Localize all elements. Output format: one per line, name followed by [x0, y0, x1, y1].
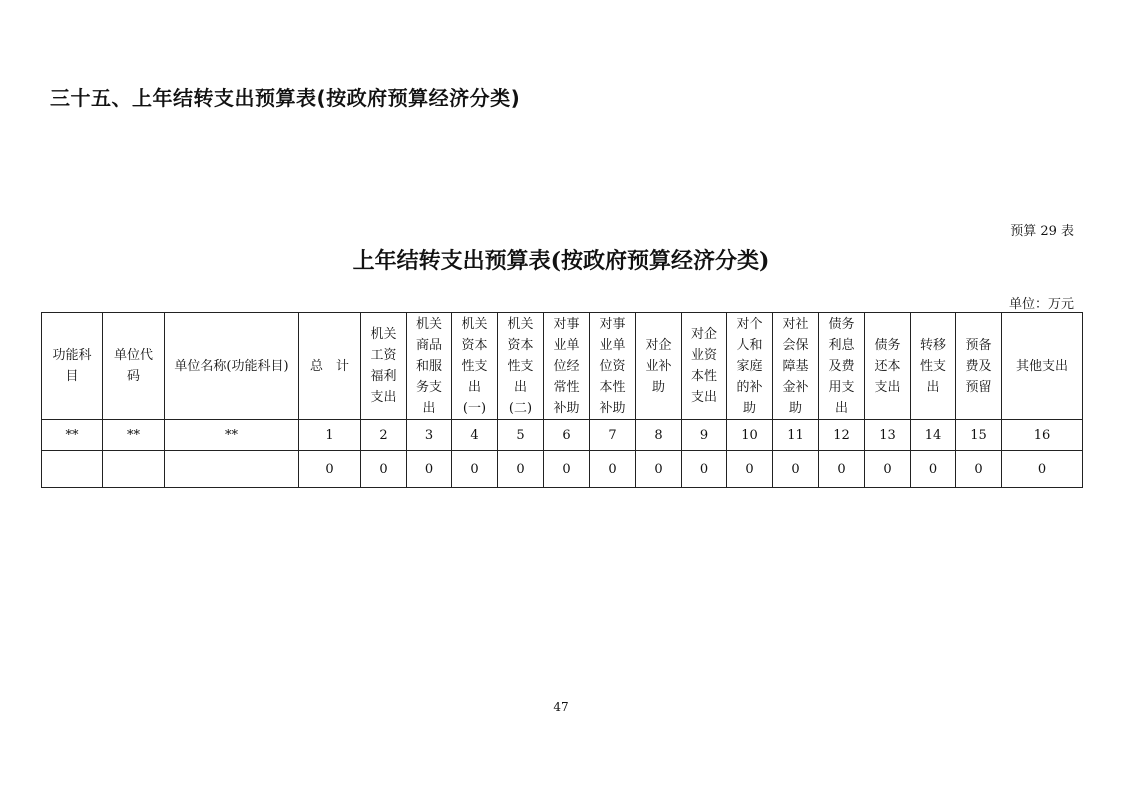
column-header-line: 业单	[553, 337, 580, 353]
column-header-c14	[911, 313, 956, 420]
column-code-cell: 16	[1002, 420, 1083, 451]
column-header-line: 机关	[370, 327, 397, 342]
table-cell: 0	[299, 451, 361, 488]
unit-label: 单位：万元	[1008, 297, 1074, 312]
table-cell: 0	[773, 451, 819, 488]
column-header-c16	[1002, 313, 1083, 420]
table-cell: 0	[544, 451, 590, 488]
table-cell	[42, 451, 103, 488]
column-header-line: 对社	[782, 316, 809, 332]
column-header-line: 金补	[782, 379, 809, 395]
column-header-line: 补助	[553, 400, 580, 416]
column-header-line: 预留	[965, 379, 992, 395]
column-header-line: 福利	[370, 369, 397, 384]
column-header-line: 本性	[599, 379, 626, 395]
column-header-line: 人和	[736, 337, 763, 353]
column-header-line: 债务	[828, 316, 855, 332]
column-code-cell: **	[103, 420, 165, 451]
column-header-line: 性支	[507, 358, 534, 374]
table-cell: 0	[727, 451, 773, 488]
table-cell: 0	[407, 451, 452, 488]
column-code-cell: 11	[773, 420, 819, 451]
column-header-line: 对个	[736, 316, 763, 332]
column-header-line: 位经	[553, 358, 580, 374]
column-code-cell: **	[165, 420, 299, 451]
column-header-c8	[636, 313, 682, 420]
table-cell: 0	[361, 451, 407, 488]
column-header-line: 利息	[828, 337, 855, 353]
column-header-line: 资本	[461, 337, 488, 353]
section-heading: 三十五、上年结转支出预算表(按政府预算经济分类)	[50, 86, 521, 110]
column-header-line: 常性	[553, 379, 580, 395]
column-header-line: 用支	[828, 379, 855, 395]
column-header-line: 出	[513, 379, 527, 395]
column-header-c7	[590, 313, 636, 420]
table-cell	[165, 451, 299, 488]
column-header-line: 对企	[645, 337, 672, 353]
column-header-c2	[361, 313, 407, 420]
column-header-line: 费及	[965, 358, 992, 374]
column-header-func	[42, 313, 103, 420]
column-header-line: 本性	[690, 369, 717, 384]
column-header-name	[165, 313, 299, 420]
table-title: 上年结转支出预算表(按政府预算经济分类)	[352, 248, 770, 274]
column-header-line: 机关	[461, 316, 488, 332]
table-cell: 0	[636, 451, 682, 488]
column-header-line: 机关	[507, 316, 534, 332]
column-header-line: 单位代	[113, 348, 153, 363]
column-header-c15	[956, 313, 1002, 420]
column-header-line: 支出	[370, 390, 397, 405]
column-header-line: 预备	[965, 337, 992, 353]
column-header-c3	[407, 313, 452, 420]
column-header-line: 业资	[690, 348, 717, 363]
column-header-line: 对事	[553, 316, 580, 332]
table-cell: 0	[911, 451, 956, 488]
column-header-c4	[452, 313, 498, 420]
page-number: 47	[553, 700, 569, 714]
column-code-cell: 14	[911, 420, 956, 451]
table-cell: 0	[590, 451, 636, 488]
column-header-line: 工资	[370, 348, 397, 363]
column-header-line: 总 计	[309, 358, 349, 374]
column-header-line: 的补	[736, 379, 763, 395]
table-number: 预算 29 表	[1010, 224, 1074, 239]
column-header-line: 支出	[690, 390, 717, 405]
column-header-c12	[819, 313, 865, 420]
column-header-line: 出	[834, 400, 848, 416]
column-header-c11	[773, 313, 819, 420]
column-header-line: 家庭	[736, 358, 763, 374]
column-header-line: 性支	[919, 358, 946, 374]
column-header-line: 其他支出	[1015, 358, 1068, 374]
table-cell: 0	[452, 451, 498, 488]
column-code-cell: 6	[544, 420, 590, 451]
column-header-line: 补助	[599, 400, 626, 416]
column-header-line: 还本	[874, 358, 901, 374]
table-cell: 0	[819, 451, 865, 488]
budget-table	[41, 312, 1083, 488]
column-code-cell: 5	[498, 420, 544, 451]
column-header-line: 对企	[690, 327, 717, 342]
column-header-total	[299, 313, 361, 420]
column-code-cell: 12	[819, 420, 865, 451]
column-header-line: 单位名称(功能科目)	[174, 358, 289, 374]
column-header-c5	[498, 313, 544, 420]
column-header-line: 目	[65, 369, 79, 384]
column-header-line: 会保	[782, 337, 809, 353]
column-header-code	[103, 313, 165, 420]
column-code-cell: 3	[407, 420, 452, 451]
column-header-line: 功能科	[52, 348, 92, 363]
column-header-c10	[727, 313, 773, 420]
table-cell: 0	[956, 451, 1002, 488]
column-header-line: 及费	[828, 358, 855, 374]
column-header-line: 机关	[415, 316, 442, 332]
column-header-line: 业补	[645, 358, 672, 374]
column-code-cell: **	[42, 420, 103, 451]
column-header-line: 务支	[415, 379, 442, 395]
column-code-cell: 15	[956, 420, 1002, 451]
column-header-line: 债务	[874, 337, 901, 353]
column-code-cell: 10	[727, 420, 773, 451]
column-code-cell: 8	[636, 420, 682, 451]
column-header-c9	[682, 313, 727, 420]
column-header-line: 助	[788, 400, 802, 416]
table-cell: 0	[498, 451, 544, 488]
column-header-line: 资本	[507, 337, 534, 353]
column-header-line: 障基	[782, 358, 809, 374]
column-header-line: 支出	[874, 379, 901, 395]
column-header-line: 出	[467, 379, 481, 395]
column-code-cell: 13	[865, 420, 911, 451]
table-cell: 0	[682, 451, 727, 488]
column-header-line: 对事	[599, 316, 626, 332]
column-header-line: 位资	[599, 358, 626, 374]
column-code-row	[42, 420, 1083, 451]
table-cell	[103, 451, 165, 488]
header-row	[42, 313, 1083, 420]
column-header-line: 助	[651, 379, 665, 395]
column-header-c13	[865, 313, 911, 420]
column-code-cell: 2	[361, 420, 407, 451]
column-header-line: (二)	[508, 400, 533, 416]
column-header-line: 出	[422, 400, 436, 416]
column-code-cell: 4	[452, 420, 498, 451]
column-header-line: 和服	[415, 358, 442, 374]
column-header-line: 性支	[461, 358, 488, 374]
column-header-line: (一)	[462, 400, 487, 416]
column-header-line: 码	[126, 369, 140, 384]
table-row	[42, 451, 1083, 488]
column-header-line: 助	[742, 400, 756, 416]
column-header-line: 出	[926, 379, 940, 395]
table-cell: 0	[865, 451, 911, 488]
column-header-c6	[544, 313, 590, 420]
column-header-line: 转移	[919, 337, 946, 353]
column-code-cell: 7	[590, 420, 636, 451]
column-header-line: 业单	[599, 337, 626, 353]
column-code-cell: 9	[682, 420, 727, 451]
column-code-cell: 1	[299, 420, 361, 451]
column-header-line: 商品	[415, 337, 442, 353]
table-cell: 0	[1002, 451, 1083, 488]
